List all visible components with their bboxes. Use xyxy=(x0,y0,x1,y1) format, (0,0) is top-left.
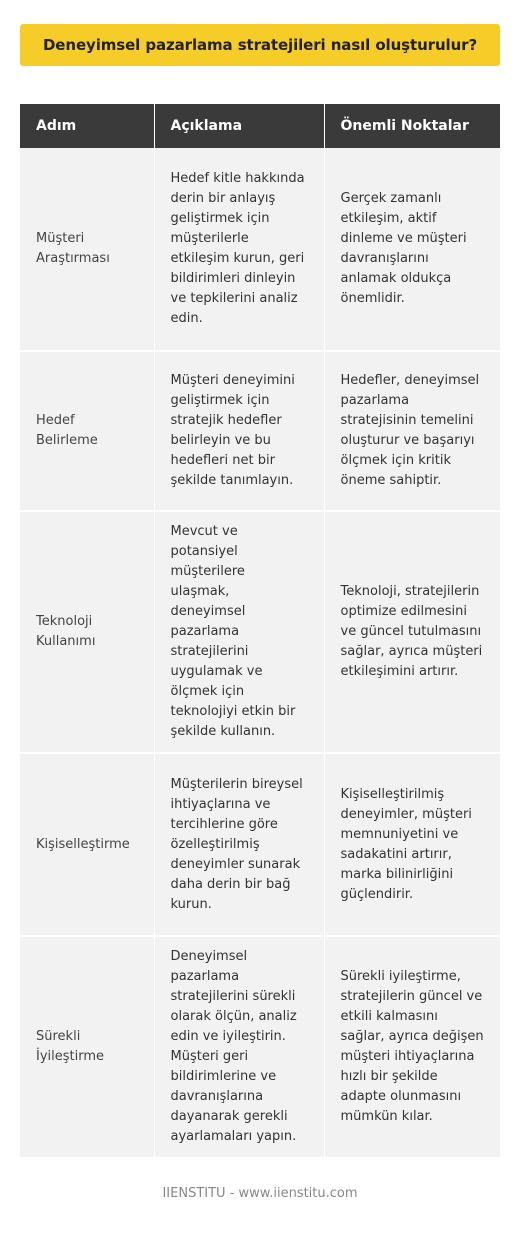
description-cell: Deneyimsel pazarlama stratejilerini sürekli olarak ölçün, analiz edin ve iyileştirin. Müşteri geri bildirimlerine ve davranışlarına dayanarak gerekli ayarlamaları yapın. xyxy=(154,936,324,1158)
step-cell: Teknoloji Kullanımı xyxy=(20,511,154,753)
notes-cell: Kişiselleştirilmiş deneyimler, müşteri memnuniyetini ve sadakatini artırır, marka bilinirliğini güçlendirir. xyxy=(324,753,500,936)
table-row xyxy=(20,511,500,753)
step-cell: Hedef Belirleme xyxy=(20,351,154,511)
page-title: Deneyimsel pazarlama stratejileri nasıl oluşturulur? xyxy=(42,36,478,54)
step-cell: Müşteri Araştırması xyxy=(20,148,154,351)
notes-cell: Sürekli iyileştirme, stratejilerin güncel ve etkili kalmasını sağlar, ayrıca değişen müşteri ihtiyaçlarına hızlı bir şekilde adapte olunmasını mümkün kılar. xyxy=(324,936,500,1158)
table-row xyxy=(20,148,500,351)
description-cell: Müşteri deneyimini geliştirmek için stratejik hedefler belirleyin ve bu hedefleri net bir şekilde tanımlayın. xyxy=(154,351,324,511)
table-row xyxy=(20,753,500,936)
column-header-notes: Önemli Noktalar xyxy=(324,104,500,148)
steps-table xyxy=(20,104,500,1159)
step-cell: Kişiselleştirme xyxy=(20,753,154,936)
notes-cell: Teknoloji, stratejilerin optimize edilmesini ve güncel tutulmasını sağlar, ayrıca müşteri etkileşimini artırır. xyxy=(324,511,500,753)
table-header-row xyxy=(20,104,500,148)
description-cell: Müşterilerin bireysel ihtiyaçlarına ve tercihlerine göre özelleştirilmiş deneyimler sunarak daha derin bir bağ kurun. xyxy=(154,753,324,936)
column-header-description: Açıklama xyxy=(154,104,324,148)
step-cell: Sürekli İyileştirme xyxy=(20,936,154,1158)
description-cell: Mevcut ve potansiyel müşterilere ulaşmak, deneyimsel pazarlama stratejilerini uygulamak ve ölçmek için teknolojiyi etkin bir şekilde kullanın. xyxy=(154,511,324,753)
title-banner xyxy=(20,24,500,66)
notes-cell: Gerçek zamanlı etkileşim, aktif dinleme ve müşteri davranışlarını anlamak oldukça önemlidir. xyxy=(324,148,500,351)
description-cell: Hedef kitle hakkında derin bir anlayış geliştirmek için müşterilerle etkileşim kurun, geri bildirimleri dinleyin ve tepkilerini analiz edin. xyxy=(154,148,324,351)
table-row xyxy=(20,936,500,1158)
column-header-step: Adım xyxy=(20,104,154,148)
notes-cell: Hedefler, deneyimsel pazarlama stratejisinin temelini oluşturur ve başarıyı ölçmek için kritik öneme sahiptir. xyxy=(324,351,500,511)
footer-credit: IIENSTITU - www.iienstitu.com xyxy=(162,1186,358,1201)
table-row xyxy=(20,351,500,511)
